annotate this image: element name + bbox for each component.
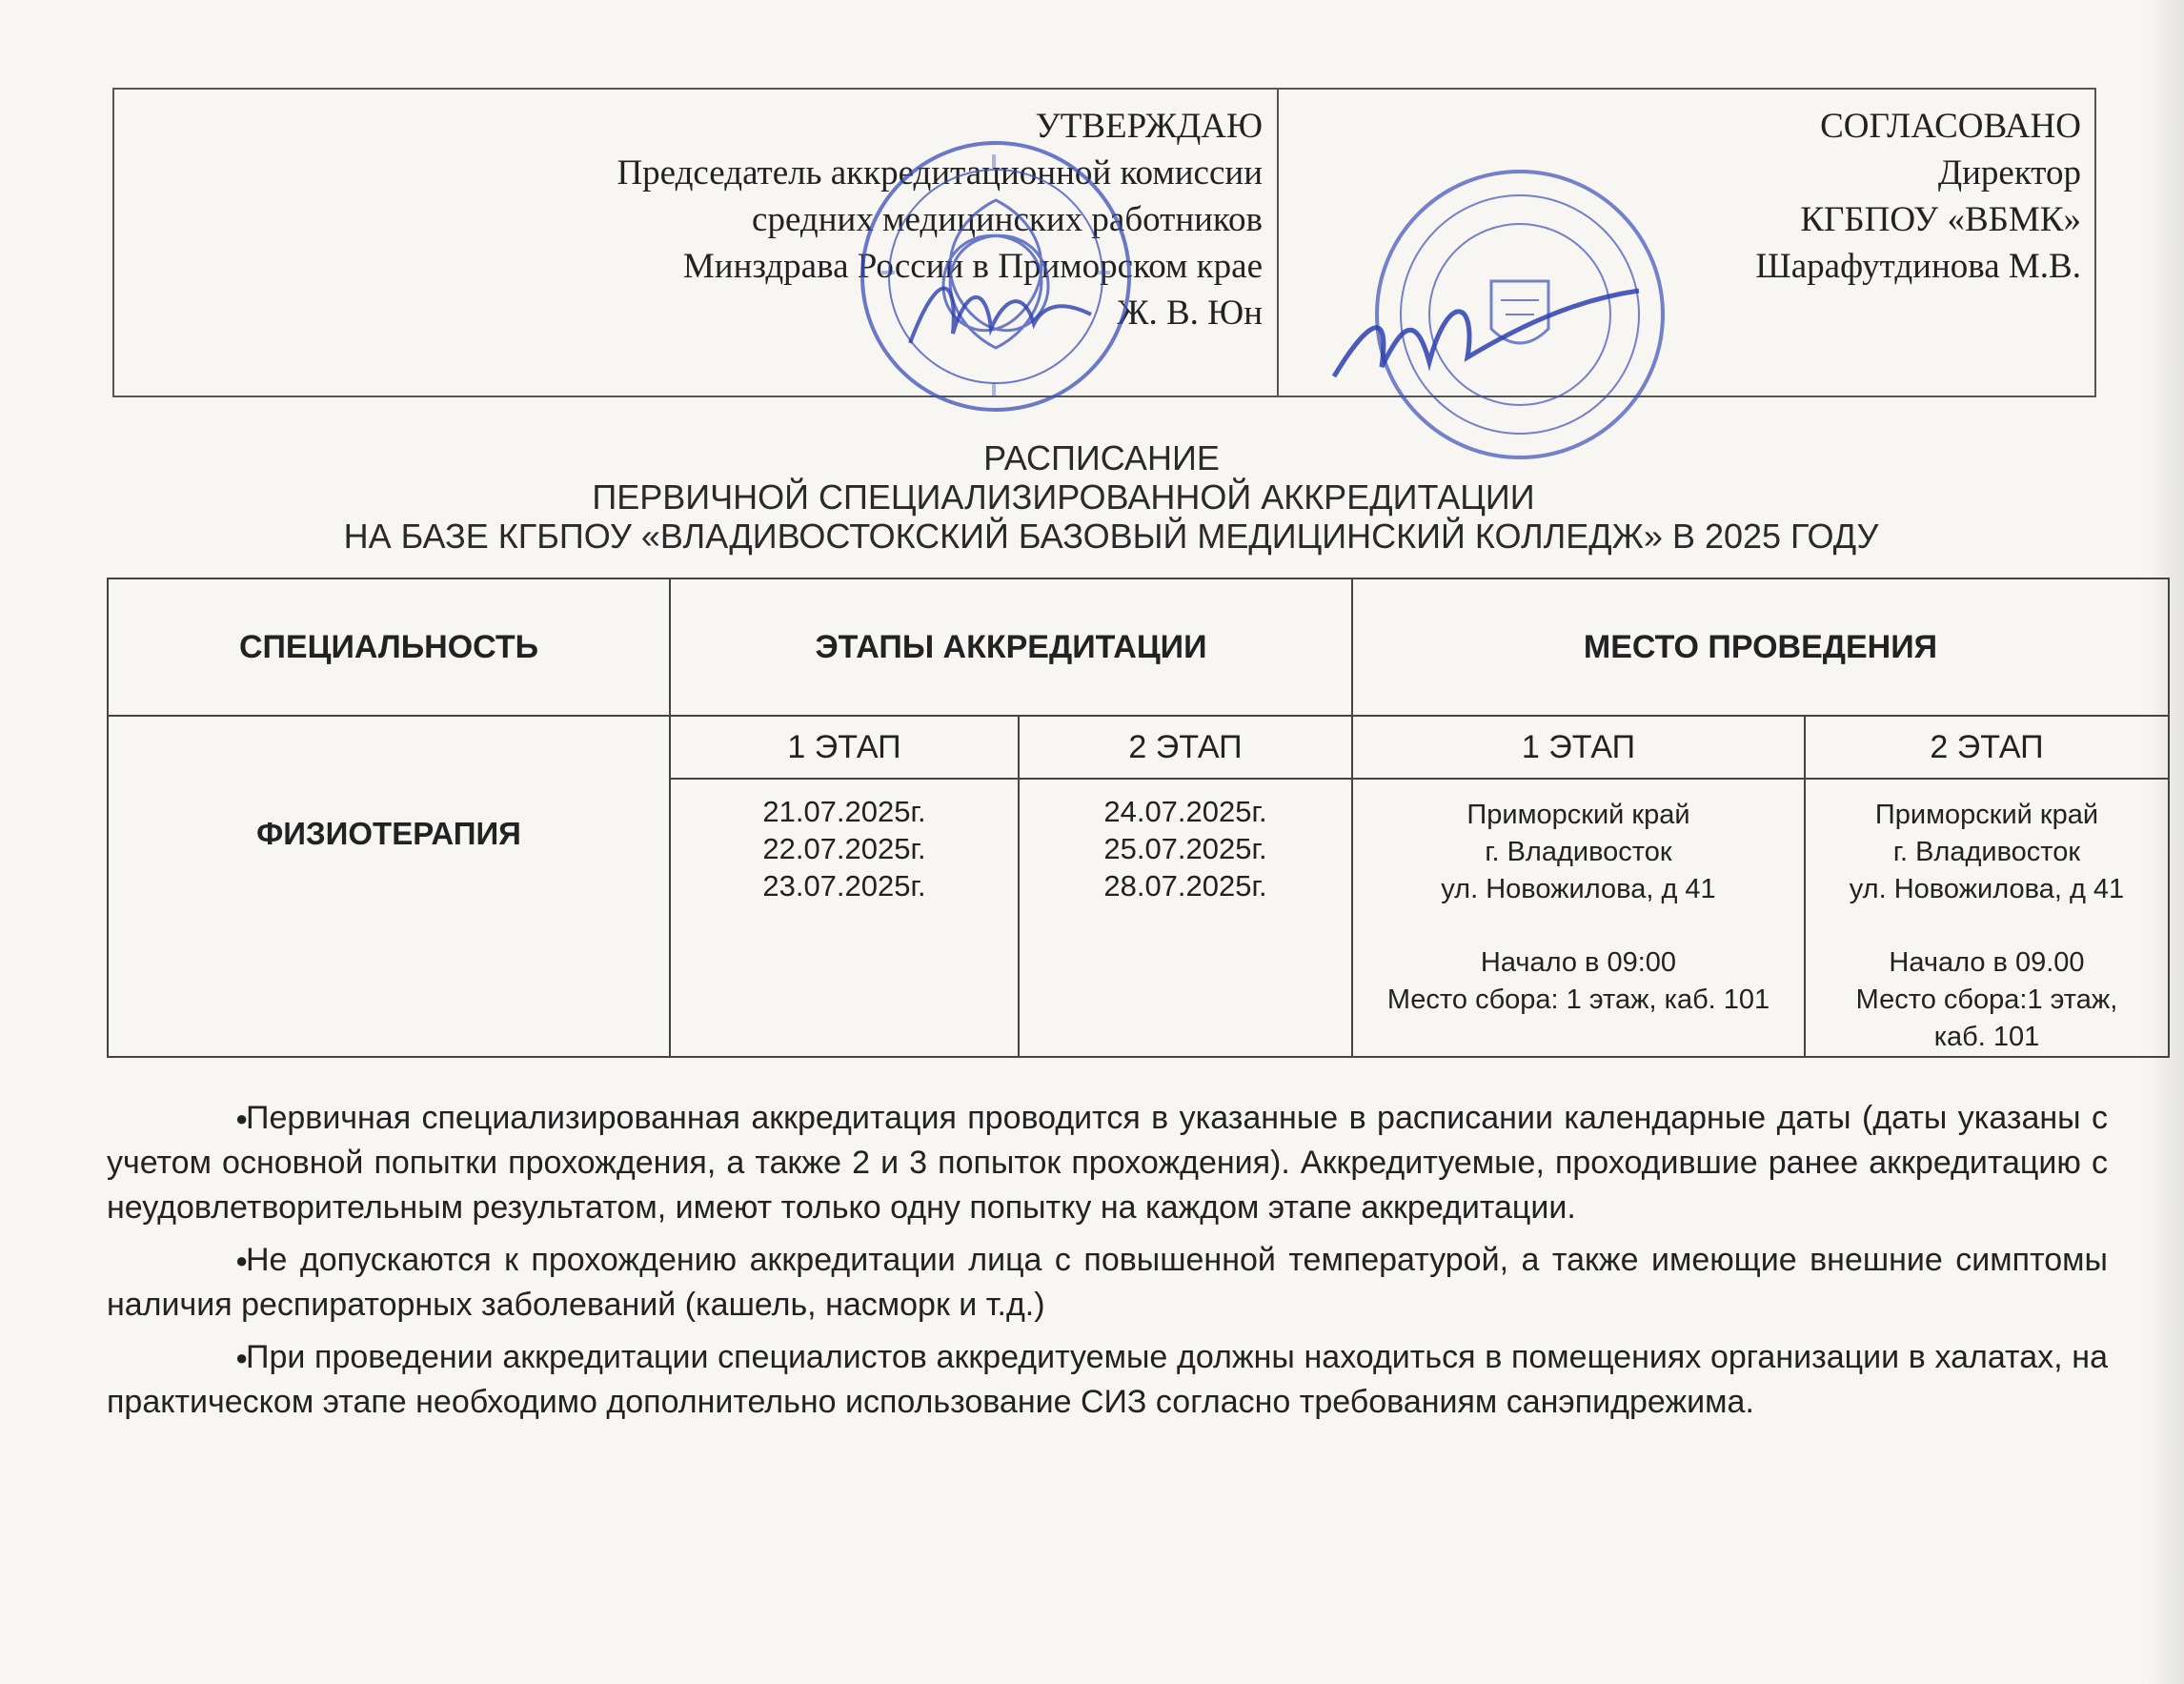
bullet-icon: ● — [235, 1106, 249, 1130]
approve-position-line-2: средних медицинских работников — [752, 200, 1263, 239]
place-meeting-room: каб. 101 — [1933, 1022, 2040, 1052]
date: 28.07.2025г. — [1103, 869, 1267, 903]
place-city: г. Владивосток — [1485, 837, 1672, 867]
place-region: Приморский край — [1874, 800, 2099, 830]
schedule-table — [107, 578, 2170, 1058]
title-line-1: РАСПИСАНИЕ — [983, 438, 1220, 477]
title-line-3: НА БАЗЕ КГБПОУ «ВЛАДИВОСТОКСКИЙ БАЗОВЫЙ МЕДИЦИНСКИЙ КОЛЛЕДЖ» В 2025 ГОДУ — [343, 517, 1879, 556]
agreed-heading: СОГЛАСОВАНО — [1820, 107, 2081, 146]
note-item — [107, 1238, 2108, 1328]
stage-2-place-label: 2 ЭТАП — [1805, 716, 2169, 779]
note-item — [107, 1096, 2108, 1230]
chair-signature — [900, 248, 1101, 381]
place-street: ул. Новожилова, д 41 — [1849, 874, 2125, 904]
stage-2-dates-label: 2 ЭТАП — [1019, 716, 1352, 779]
note-text: Не допускаются к прохождению аккредитации лица с повышенной температурой, а также имеющие внешние симптомы наличия респираторных заболеваний (кашель, насморк и т.д.) — [107, 1242, 2108, 1323]
approve-heading: УТВЕРЖДАЮ — [1035, 107, 1263, 146]
header-specialty: СПЕЦИАЛЬНОСТЬ — [108, 578, 670, 716]
stage-1-place — [1352, 779, 1805, 1057]
date: 22.07.2025г. — [762, 832, 926, 865]
specialty-cell: ФИЗИОТЕРАПИЯ — [108, 716, 670, 1057]
stage-2-place — [1805, 779, 2169, 1057]
approval-divider — [1277, 90, 1279, 396]
place-start-time: Начало в 09.00 — [1889, 947, 2085, 978]
note-text: При проведении аккредитации специалистов аккредитуемые должны находиться в помещениях организации в халатах, на практическом этапе необходимо дополнительно использование СИЗ согласно требованиям санэпидрежима. — [107, 1339, 2108, 1420]
note-text: Первичная специализированная аккредитация проводится в указанные в расписании календарные даты (даты указаны с учетом основной попытки прохождения, а также 2 и 3 попыток прохождения). Аккредитуемые, проходившие ранее аккредитацию с неудовлетворительным результатом, имеют только одну попытку на каждом этапе аккредитации. — [107, 1100, 2108, 1226]
date: 23.07.2025г. — [762, 869, 926, 903]
header-row — [108, 578, 2169, 716]
director-signature — [1325, 272, 1648, 396]
date: 25.07.2025г. — [1103, 832, 1267, 865]
stage-1-dates-label: 1 ЭТАП — [670, 716, 1019, 779]
agreed-name: Шарафутдинова М.В. — [1755, 247, 2081, 286]
spacer — [1353, 908, 1804, 944]
stage-label-row — [108, 716, 2169, 779]
place-meeting-point: Место сбора: 1 этаж, каб. 101 — [1386, 984, 1770, 1015]
stage-2-dates — [1019, 779, 1352, 1057]
place-street: ул. Новожилова, д 41 — [1441, 874, 1716, 904]
stage-1-dates — [670, 779, 1019, 1057]
notes-list — [107, 1096, 2108, 1432]
approve-name: Ж. В. Юн — [1117, 294, 1263, 333]
date: 21.07.2025г. — [762, 795, 926, 828]
header-location: МЕСТО ПРОВЕДЕНИЯ — [1352, 578, 2169, 716]
place-meeting-point: Место сбора:1 этаж, — [1855, 984, 2118, 1015]
spacer — [1806, 908, 2168, 944]
place-start-time: Начало в 09:00 — [1480, 947, 1677, 978]
date: 24.07.2025г. — [1103, 795, 1267, 828]
approve-position-line-3: Минздрава России в Приморском крае — [682, 247, 1263, 286]
bullet-icon: ● — [235, 1248, 249, 1272]
approve-position-line-1: Председатель аккредитационной комиссии — [617, 153, 1263, 193]
place-region: Приморский край — [1466, 800, 1690, 830]
place-city: г. Владивосток — [1892, 837, 2081, 867]
agreed-position-line-2: КГБПОУ «ВБМК» — [1800, 200, 2081, 239]
stage-1-place-label: 1 ЭТАП — [1352, 716, 1805, 779]
header-stages: ЭТАПЫ АККРЕДИТАЦИИ — [670, 578, 1352, 716]
title-line-2: ПЕРВИЧНОЙ СПЕЦИАЛИЗИРОВАННОЙ АККРЕДИТАЦИИ — [592, 477, 1535, 517]
document-title — [0, 438, 2184, 556]
agreed-position-line-1: Директор — [1937, 153, 2081, 193]
bullet-icon: ● — [235, 1346, 249, 1370]
note-item — [107, 1335, 2108, 1425]
